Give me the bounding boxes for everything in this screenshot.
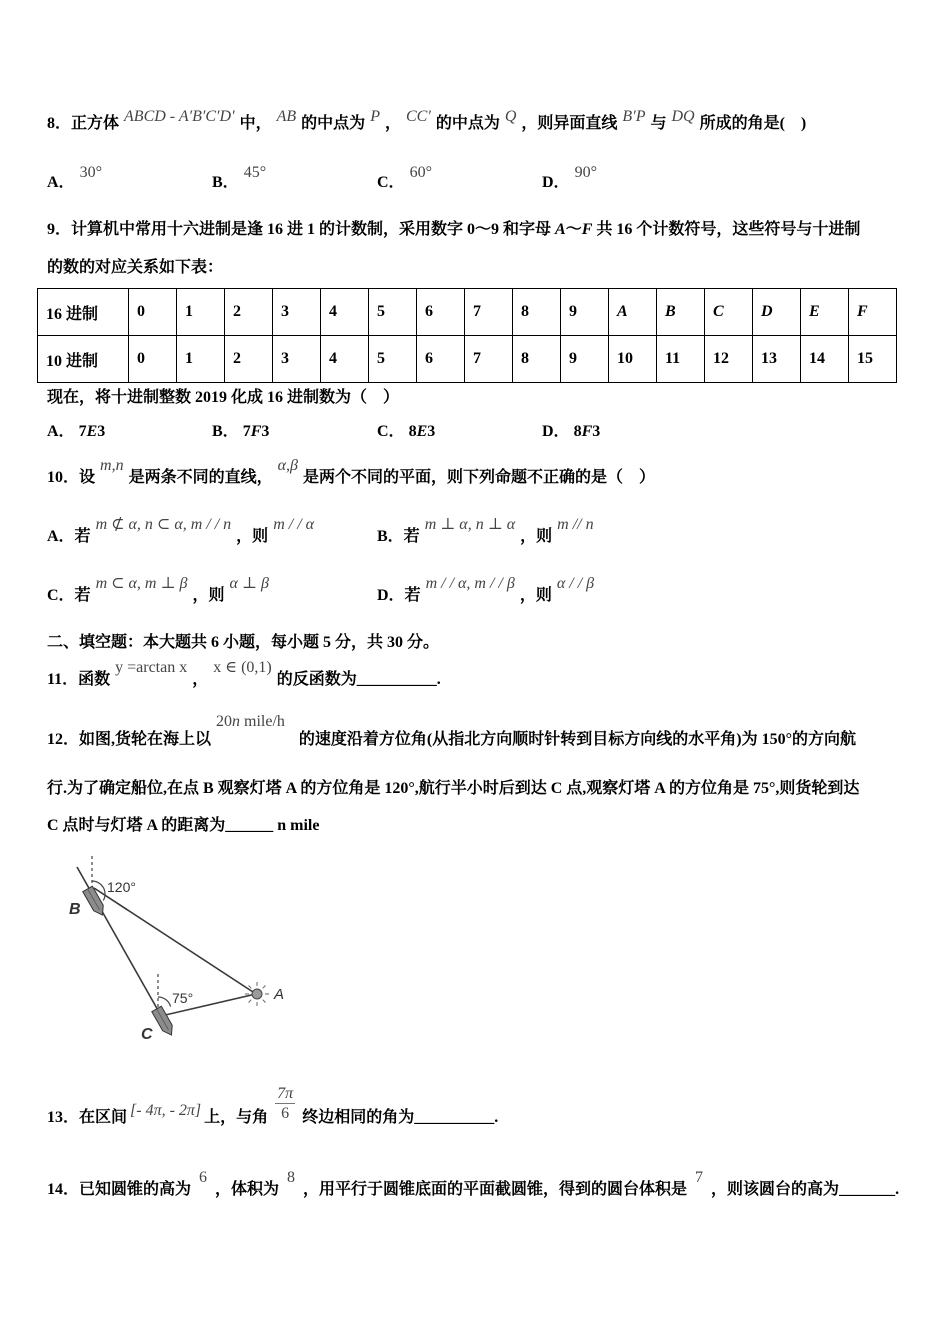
- option-digit: 3: [97, 423, 106, 440]
- q13-text: .: [494, 1109, 499, 1126]
- q8-text: 中，: [239, 115, 272, 132]
- q13-math-interval: [- 4π, - 2π]: [130, 1102, 202, 1119]
- answer-blank[interactable]: __________: [414, 1109, 495, 1126]
- option-label: C．: [377, 174, 405, 191]
- option-label: B．: [212, 423, 239, 440]
- hex-cell: F: [849, 289, 897, 336]
- q9-stem-line2: [47, 258, 223, 278]
- decimal-cell: 3: [273, 336, 321, 383]
- option-digit: 7: [242, 423, 251, 440]
- q10-stem: [47, 457, 655, 488]
- q8-option-c[interactable]: [377, 164, 437, 193]
- q8-math-bp: B′P: [622, 108, 646, 125]
- q12-text: C 点时与灯塔 A 的距离为: [47, 817, 226, 834]
- q8-text: ，: [384, 115, 401, 132]
- answer-blank[interactable]: __________: [356, 671, 437, 688]
- option-then: ，则: [236, 528, 269, 545]
- q12-text: 12．如图,货轮在海上以: [47, 731, 212, 748]
- q9-question: [47, 388, 399, 408]
- q14-stem: [47, 1169, 900, 1200]
- q11-math-domain: x ∈ (0,1): [213, 659, 272, 676]
- option-letter: F: [581, 423, 593, 440]
- hex-cell: B: [657, 289, 705, 336]
- q10-option-b[interactable]: [377, 516, 599, 547]
- option-value: 45°: [243, 164, 267, 181]
- q9-text: ～: [565, 221, 582, 238]
- section-title: 二、填空题：本大题共 6 小题，每小题 5 分，共 30 分。: [47, 634, 440, 651]
- q14-text: 14．已知圆锥的高为: [47, 1181, 192, 1198]
- decimal-cell: 9: [561, 336, 609, 383]
- hex-cell: 8: [513, 289, 561, 336]
- option-label: A．: [47, 174, 75, 191]
- decimal-cell: 13: [753, 336, 801, 383]
- q11-text: ，: [192, 671, 209, 688]
- decimal-cell: 14: [801, 336, 849, 383]
- section-heading: [47, 633, 439, 653]
- angle-label-b: 120°: [107, 879, 136, 895]
- q12-text: 行.为了确定船位,在点 B 观察灯塔 A 的方位角是 120°,航行半小时后到达 C 点,观察灯塔 A 的方位角是 75°,则货轮到达: [47, 780, 860, 797]
- option-condition: m ⊄ α, n ⊂ α, m / / n: [95, 516, 232, 533]
- decimal-row: [38, 336, 897, 383]
- angle-arc-c: [158, 997, 171, 1007]
- option-label: C．若: [47, 587, 91, 604]
- q9-text: 现在，将十进制整数 2019 化成 16 进制数为（ ）: [47, 389, 400, 406]
- q11-math-function: y =arctan x: [115, 659, 188, 676]
- decimal-cell: 15: [849, 336, 897, 383]
- option-label: C．: [377, 423, 405, 440]
- decimal-cell: 4: [321, 336, 369, 383]
- q10-text: 是两条不同的直线，: [128, 469, 273, 486]
- row-header-decimal: 10 进制: [38, 336, 129, 383]
- q12-text: 的速度沿着方位角(从指北方向顺时针转到目标方向线的水平角)为 150°的方向航: [298, 731, 856, 748]
- decimal-cell: 7: [465, 336, 513, 383]
- q10-text: 是两个不同的平面，则下列命题不正确的是（ ）: [302, 469, 655, 486]
- option-digit: 8: [573, 423, 582, 440]
- q9-stem-line1: [47, 220, 860, 240]
- row-header-hex: 16 进制: [38, 289, 129, 336]
- option-label: A．若: [47, 528, 91, 545]
- q14-text: ，体积为: [215, 1181, 280, 1198]
- option-value: 90°: [574, 164, 597, 181]
- q9-letter-a: A: [555, 221, 566, 238]
- q14-text: ，用平行于圆锥底面的平面截圆锥，得到的圆台体积是: [303, 1181, 688, 1198]
- q8-option-d[interactable]: [542, 164, 602, 193]
- hex-cell: 2: [225, 289, 273, 336]
- option-condition: m ⊥ α, n ⊥ α: [424, 516, 516, 533]
- q11-text: 的反函数为: [276, 671, 357, 688]
- decimal-cell: 5: [369, 336, 417, 383]
- answer-blank[interactable]: _______: [839, 1181, 896, 1198]
- decimal-cell: 11: [657, 336, 705, 383]
- option-then: ，则: [192, 587, 225, 604]
- option-condition: m ⊂ α, m ⊥ β: [95, 575, 188, 592]
- option-digit: 8: [408, 423, 417, 440]
- decimal-cell: 0: [129, 336, 177, 383]
- decimal-cell: 8: [513, 336, 561, 383]
- q8-math-cc: CC′: [405, 108, 431, 125]
- q14-math-volume: 8: [287, 1169, 296, 1186]
- option-digit: 7: [78, 423, 87, 440]
- option-label: B．若: [377, 528, 420, 545]
- q8-text: 的中点为: [301, 115, 366, 132]
- option-result: m // n: [557, 516, 594, 533]
- q8-math-q: Q: [504, 108, 517, 125]
- answer-blank[interactable]: ______: [225, 817, 274, 834]
- q9-option-a[interactable]: [47, 422, 105, 442]
- point-label-a: A: [274, 986, 285, 1003]
- fraction-denominator: 6: [281, 1105, 290, 1122]
- hex-cell: E: [801, 289, 849, 336]
- q13-text: 终边相同的角为: [302, 1109, 415, 1126]
- decimal-cell: 2: [225, 336, 273, 383]
- option-digit: 3: [592, 423, 601, 440]
- option-label: D．: [542, 423, 570, 440]
- q11-text: 11．函数: [47, 671, 111, 688]
- hex-cell: 5: [369, 289, 417, 336]
- point-label-b: B: [69, 901, 81, 918]
- option-result: α / / β: [556, 575, 595, 592]
- q8-option-b[interactable]: [212, 164, 271, 193]
- q10-option-d[interactable]: [377, 575, 599, 606]
- q12-stem-line2: [47, 779, 859, 799]
- option-label: B．: [212, 174, 239, 191]
- hex-cell: A: [609, 289, 657, 336]
- option-then: ，则: [520, 528, 553, 545]
- q8-math-dq: DQ: [671, 108, 695, 125]
- hex-cell: 6: [417, 289, 465, 336]
- q8-text: 所成的角是( ): [699, 115, 807, 132]
- q9-letter-f: F: [581, 221, 593, 238]
- angle-label-c: 75°: [172, 990, 194, 1006]
- q11-text: .: [436, 671, 441, 688]
- q13-text: 13．在区间: [47, 1109, 128, 1126]
- hex-cell: D: [753, 289, 801, 336]
- navigation-figure: [60, 850, 310, 1050]
- q13-text: 上，与角: [204, 1109, 269, 1126]
- q9-option-b[interactable]: [212, 422, 269, 442]
- point-label-c: C: [141, 1026, 153, 1043]
- q9-option-c[interactable]: [377, 422, 435, 442]
- q10-option-a[interactable]: [47, 516, 319, 547]
- option-letter: E: [416, 423, 428, 440]
- lighthouse-a-icon: [245, 982, 269, 1006]
- q13-fraction: [275, 1084, 295, 1123]
- option-result: α ⊥ β: [229, 575, 269, 592]
- q9-text: 共 16 个计数符号，这些符号与十进制: [596, 221, 861, 238]
- hex-cell: 0: [129, 289, 177, 336]
- q9-option-d[interactable]: [542, 422, 600, 442]
- option-value: 60°: [409, 164, 432, 181]
- option-label: D．若: [377, 587, 421, 604]
- q12-math-speed: n: [232, 713, 241, 730]
- hex-cell: 4: [321, 289, 369, 336]
- hex-cell: 3: [273, 289, 321, 336]
- q12-unit: n mile: [277, 817, 320, 834]
- q12-math-speed: 20: [216, 713, 233, 730]
- option-digit: 3: [261, 423, 270, 440]
- q8-text: 8．正方体: [47, 115, 120, 132]
- hex-cell: C: [705, 289, 753, 336]
- q8-math-ab: AB: [276, 108, 297, 125]
- q14-text: .: [895, 1181, 900, 1198]
- q12-stem-line3: [47, 816, 319, 836]
- hex-decimal-table: [37, 288, 897, 383]
- q10-option-c[interactable]: [47, 575, 274, 606]
- q8-text: ，则异面直线: [521, 115, 618, 132]
- q8-math-p: P: [370, 108, 380, 125]
- q10-math-planes: α,β: [277, 457, 298, 474]
- decimal-cell: 10: [609, 336, 657, 383]
- hex-row: [38, 289, 897, 336]
- ship-c-icon: [152, 1006, 176, 1038]
- q8-option-a[interactable]: [47, 164, 107, 193]
- option-then: ，则: [519, 587, 552, 604]
- q14-text: ，则该圆台的高为: [711, 1181, 840, 1198]
- q8-math-cube: ABCD - A′B′C′D′: [124, 108, 235, 125]
- q14-math-frustum-volume: 7: [695, 1169, 704, 1186]
- q8-text: 与: [650, 115, 667, 132]
- q10-math-lines: m,n: [100, 457, 124, 474]
- decimal-cell: 12: [705, 336, 753, 383]
- decimal-cell: 1: [177, 336, 225, 383]
- hex-cell: 1: [177, 289, 225, 336]
- hex-cell: 9: [561, 289, 609, 336]
- q8-stem: [47, 108, 807, 134]
- fraction-numerator: 7π: [277, 1085, 294, 1102]
- q14-math-height: 6: [199, 1169, 208, 1186]
- option-label: D．: [542, 174, 570, 191]
- decimal-cell: 6: [417, 336, 465, 383]
- option-digit: 3: [427, 423, 436, 440]
- q8-text: 的中点为: [435, 115, 500, 132]
- option-result: m / / α: [273, 516, 315, 533]
- option-letter: E: [86, 423, 98, 440]
- q12-math-speed: mile/h: [244, 713, 285, 730]
- q11-stem: [47, 659, 441, 690]
- q10-text: 10．设: [47, 469, 96, 486]
- q9-text: 的数的对应关系如下表：: [47, 259, 224, 276]
- option-label: A．: [47, 423, 75, 440]
- hex-cell: 7: [465, 289, 513, 336]
- option-condition: m / / α, m / / β: [425, 575, 515, 592]
- option-value: 30°: [79, 164, 102, 181]
- option-letter: F: [250, 423, 262, 440]
- q9-text: 9．计算机中常用十六进制是逢 16 进 1 的计数制，采用数字 0～9 和字母: [47, 221, 552, 238]
- q12-stem-line1: [47, 713, 856, 750]
